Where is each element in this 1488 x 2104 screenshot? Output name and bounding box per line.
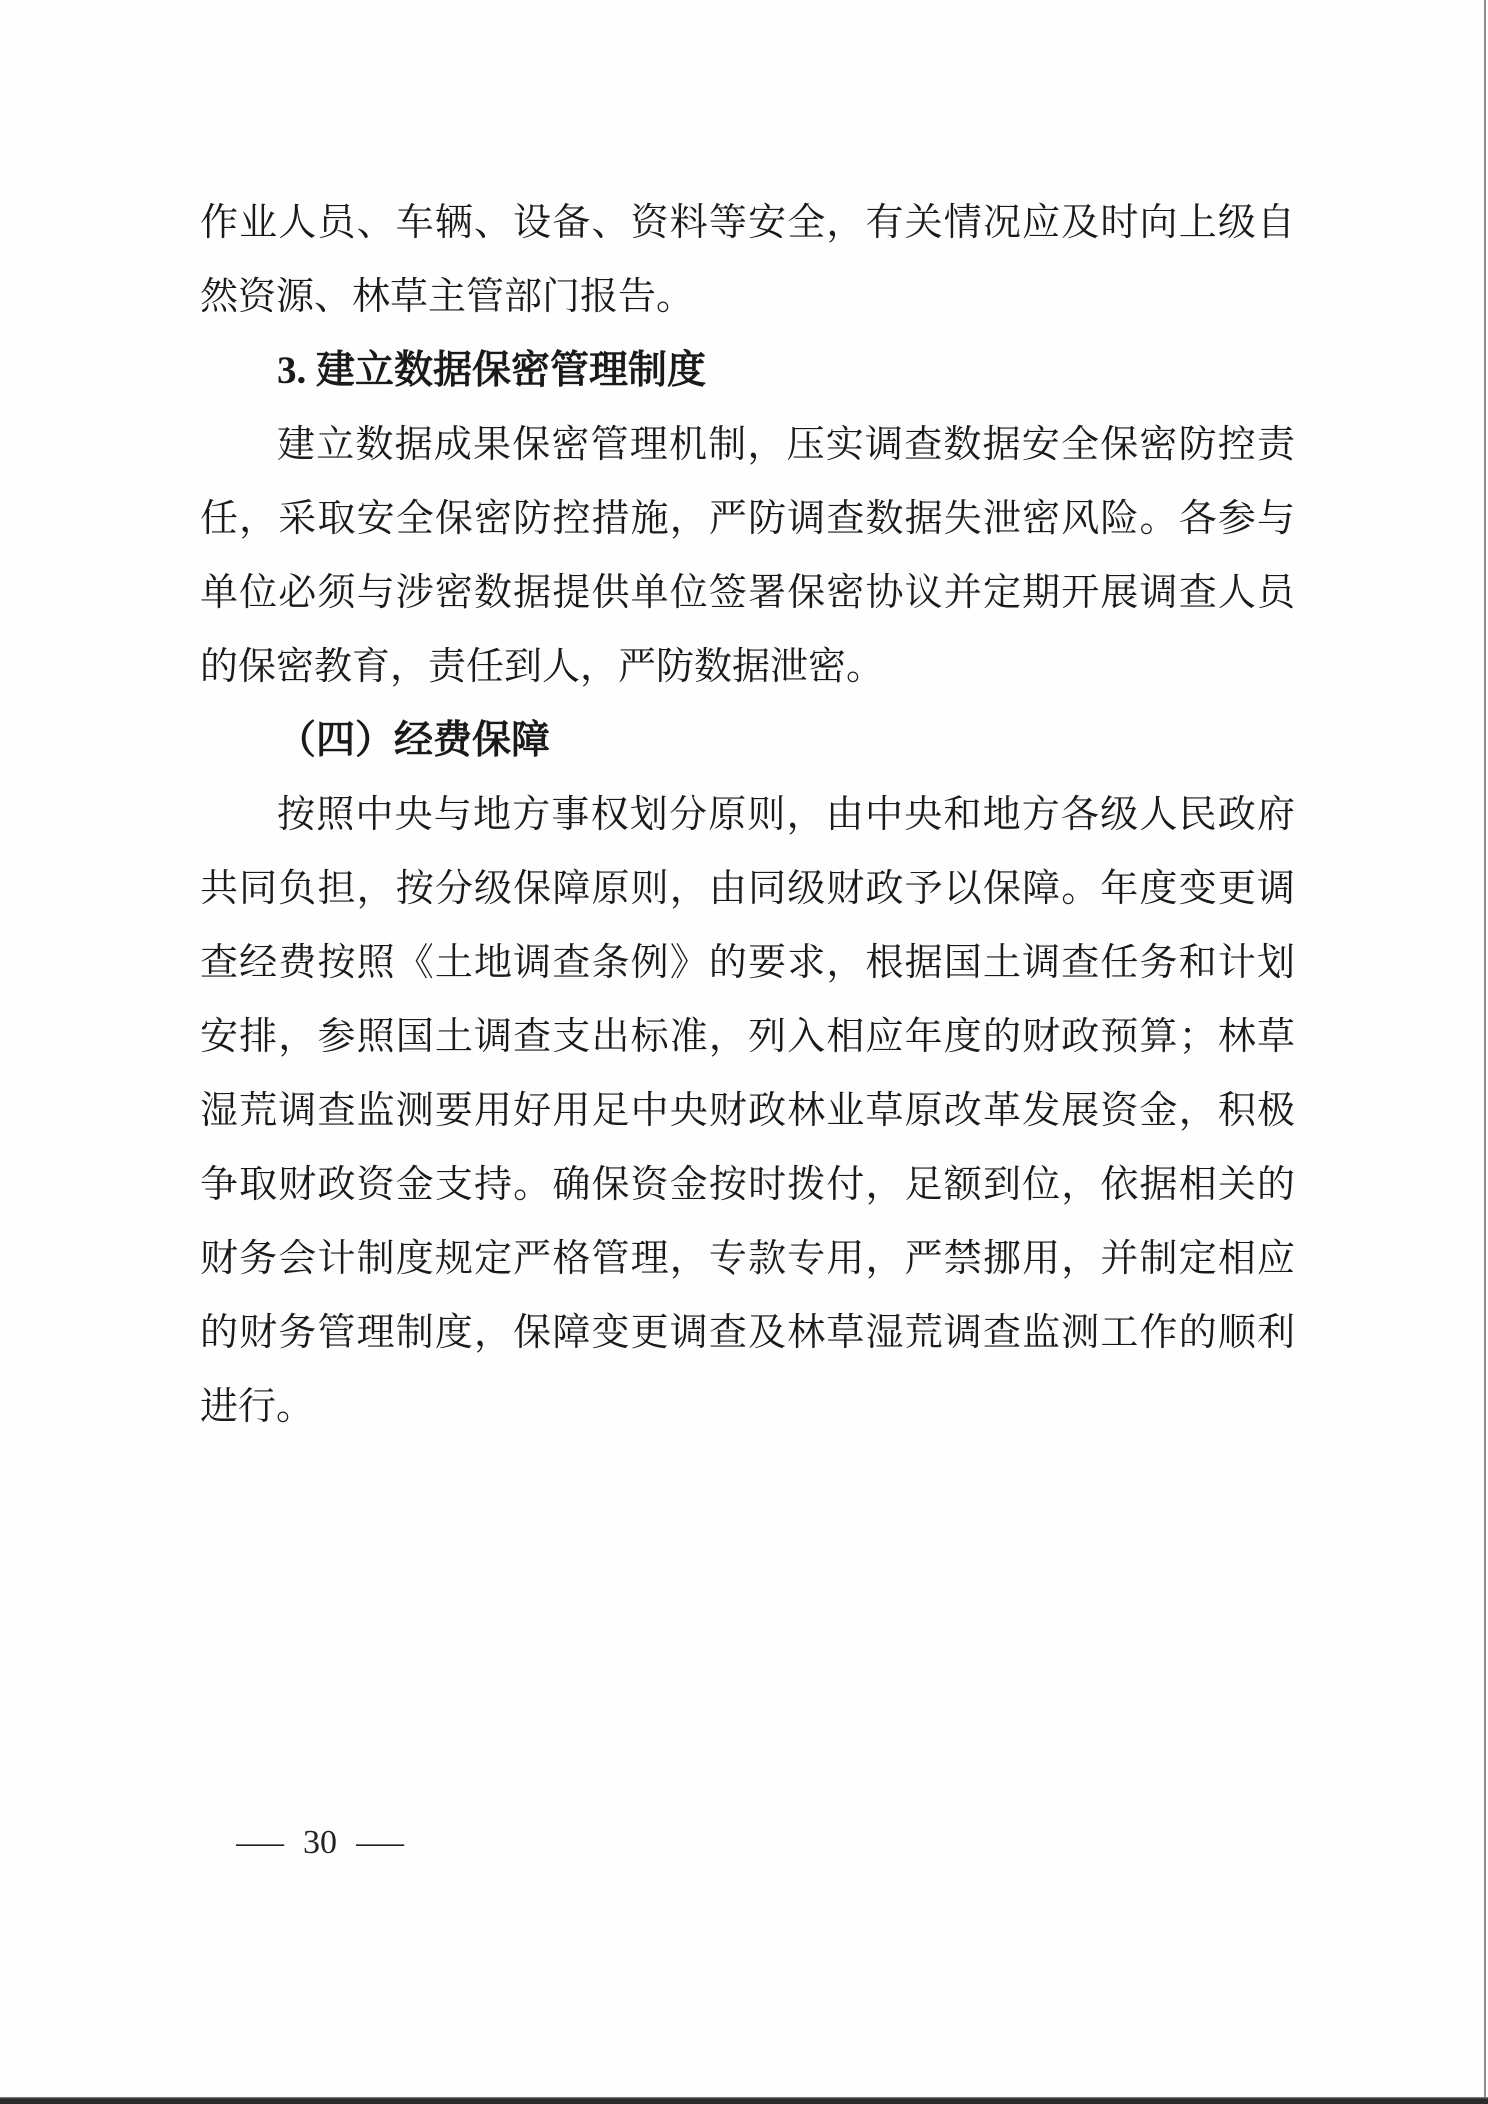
body-line: 共同负担，按分级保障原则，由同级财政予以保障。年度变更调	[200, 868, 1295, 910]
body-line: 的财务管理制度，保障变更调查及林草湿荒调查监测工作的顺利	[200, 1312, 1295, 1354]
body-line: 建立数据成果保密管理机制，压实调查数据安全保密防控责	[277, 424, 1295, 466]
body-line: 作业人员、车辆、设备、资料等安全，有关情况应及时向上级自	[200, 202, 1295, 244]
page-footer	[236, 1806, 404, 1880]
body-line: 的保密教育，责任到人，严防数据泄密。	[200, 646, 885, 688]
body-line: 湿荒调查监测要用好用足中央财政林业草原改革发展资金，积极	[200, 1090, 1295, 1132]
scan-edge-right-shadow	[1484, 0, 1486, 2104]
section-heading: 3. 建立数据保密管理制度	[277, 349, 707, 392]
body-line: 单位必须与涉密数据提供单位签署保密协议并定期开展调查人员	[200, 572, 1295, 614]
body-line: 财务会计制度规定严格管理，专款专用，严禁挪用，并制定相应	[200, 1238, 1295, 1280]
page-number: 30	[303, 1824, 337, 1861]
document-text-block	[200, 186, 1295, 1444]
footer-dash-left: —	[236, 1824, 284, 1861]
body-line: 按照中央与地方事权划分原则，由中央和地方各级人民政府	[277, 794, 1295, 836]
footer-dash-right: —	[356, 1824, 404, 1861]
body-line: 然资源、林草主管部门报告。	[200, 276, 695, 318]
body-line: 安排，参照国土调查支出标准，列入相应年度的财政预算；林草	[200, 1016, 1295, 1058]
body-line: 任，采取安全保密防控措施，严防调查数据失泄密风险。各参与	[200, 498, 1295, 540]
section-heading: （四）经费保障	[277, 719, 551, 762]
body-line: 争取财政资金支持。确保资金按时拨付，足额到位，依据相关的	[200, 1164, 1295, 1206]
scan-edge-bottom-shadow	[0, 2097, 1488, 2104]
body-line: 查经费按照《土地调查条例》的要求，根据国土调查任务和计划	[200, 942, 1295, 984]
body-line: 进行。	[200, 1386, 315, 1428]
